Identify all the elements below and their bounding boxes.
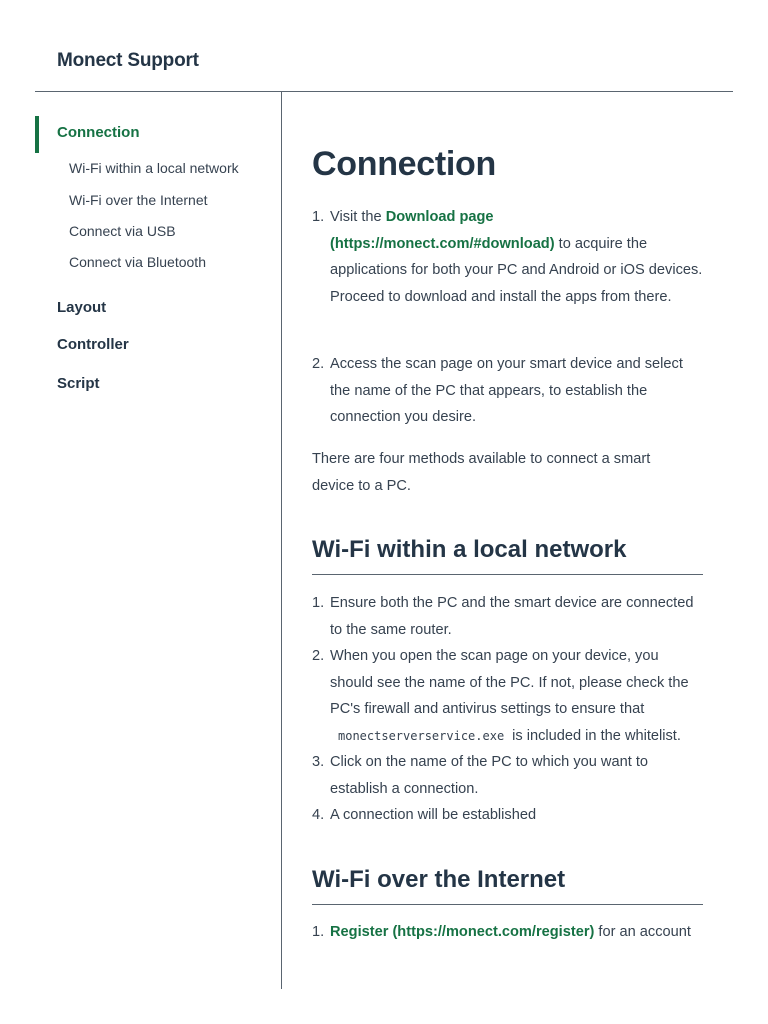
nav-sub-wifi-internet[interactable]: Wi-Fi over the Internet xyxy=(69,192,208,208)
header-divider xyxy=(35,91,733,92)
nav-item-controller[interactable]: Controller xyxy=(57,336,129,353)
step-text: When you open the scan page on your device, you should see the name of the PC. If not, please check the PC's firewall and antivirus settings to ensure that xyxy=(330,648,689,717)
section-divider xyxy=(312,904,703,905)
page-title: Connection xyxy=(312,145,496,183)
active-indicator xyxy=(35,116,39,153)
wifi-internet-steps xyxy=(312,919,704,946)
nav-sub-bluetooth[interactable]: Connect via Bluetooth xyxy=(69,254,206,270)
nav-item-layout[interactable]: Layout xyxy=(57,299,107,316)
nav-sub-wifi-local[interactable]: Wi-Fi within a local network xyxy=(69,160,239,176)
site-header xyxy=(0,0,768,92)
download-page-link[interactable]: Download page (https://monect.com/#download) xyxy=(330,209,555,252)
step-text: Visit the xyxy=(330,209,386,225)
step-text: to acquire the applications for both your PC and Android or iOS devices. Proceed to download and install the apps from there. xyxy=(330,235,703,305)
wifi-internet-step-1 xyxy=(312,919,704,946)
intro-step-2 xyxy=(312,351,704,431)
step-number: 4. xyxy=(312,807,325,823)
step-number: 2. xyxy=(312,648,325,664)
step-number: 3. xyxy=(312,754,325,770)
site-title[interactable]: Monect Support xyxy=(57,50,199,71)
wifi-local-step-2 xyxy=(312,643,704,749)
step-text: Click on the name of the PC to which you want to establish a connection. xyxy=(330,754,648,797)
step-text: A connection will be established xyxy=(330,807,537,823)
step-number: 1. xyxy=(312,924,325,940)
section-divider xyxy=(312,574,703,575)
intro-steps-2 xyxy=(312,351,704,431)
step-text: Ensure both the PC and the smart device are connected to the same router. xyxy=(330,595,694,638)
section-heading-wifi-local: Wi-Fi within a local network xyxy=(312,536,627,563)
wifi-local-steps xyxy=(312,590,704,829)
wifi-local-step-1 xyxy=(312,590,704,643)
step-text: for an account xyxy=(594,924,691,940)
nav-item-script[interactable]: Script xyxy=(57,375,100,392)
step-number: 1. xyxy=(312,209,325,225)
nav-sub-usb[interactable]: Connect via USB xyxy=(69,223,176,239)
methods-paragraph: There are four methods available to connect a smart device to a PC. xyxy=(312,451,651,494)
step-number: 1. xyxy=(312,595,325,611)
nav-item-connection[interactable]: Connection xyxy=(57,124,140,141)
step-text: is included in the whitelist. xyxy=(512,727,681,744)
sidebar-divider xyxy=(281,92,282,989)
register-link[interactable]: Register (https://monect.com/register) xyxy=(330,924,595,940)
step-text: Access the scan page on your smart device and select the name of the PC that appears, to establish the connection you desire. xyxy=(330,356,683,425)
executable-name-code: monectserverservice.exe xyxy=(338,728,505,743)
section-heading-wifi-internet: Wi-Fi over the Internet xyxy=(312,866,566,893)
wifi-local-step-3 xyxy=(312,749,704,802)
intro-steps xyxy=(312,204,704,310)
step-number: 2. xyxy=(312,356,325,372)
intro-step-1 xyxy=(312,204,704,310)
wifi-local-step-4 xyxy=(312,802,704,829)
